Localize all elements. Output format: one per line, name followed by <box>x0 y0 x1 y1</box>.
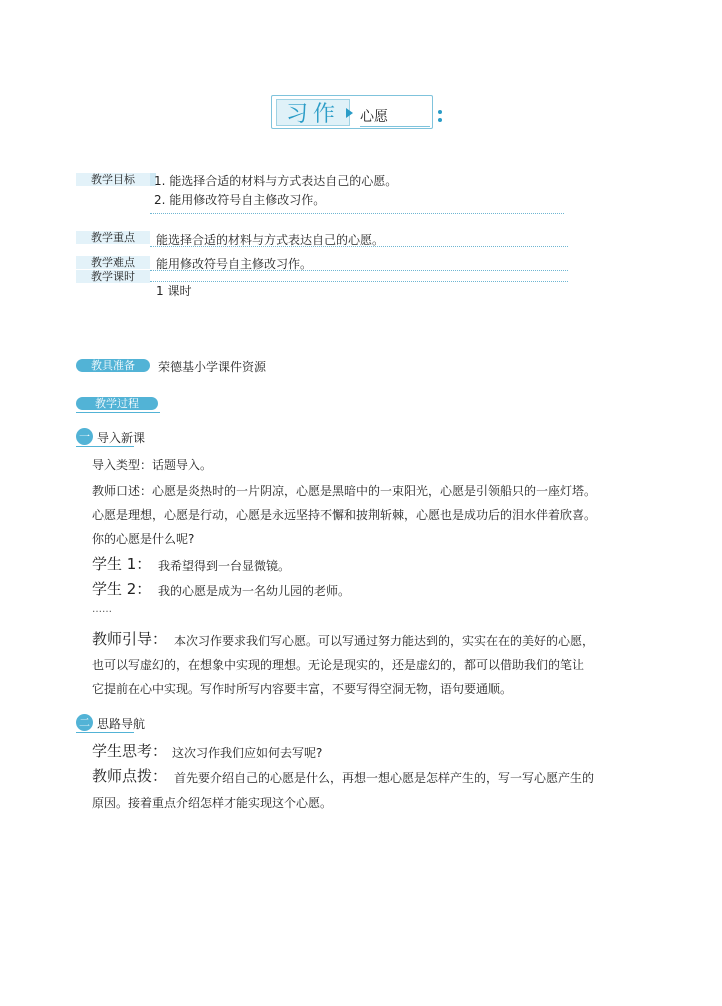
difficulty-divider <box>150 270 568 271</box>
teacher-guide-label: 教师引导： <box>92 630 168 648</box>
section-2-number: 二 <box>76 714 93 731</box>
student-1-label: 学生 1： <box>92 555 152 573</box>
teacher-line-2: 心愿是理想，心愿是行动，心愿是永远坚持不懈和披荆斩棘，心愿也是成功后的泪水伴着欣喜。 <box>92 508 597 522</box>
student-think-label: 学生思考： <box>92 742 168 760</box>
triangle-arrow-icon <box>346 108 353 118</box>
section-1-title: 导入新课 <box>97 431 146 445</box>
hours-label: 教学课时 <box>76 270 150 283</box>
section-2-underline <box>76 732 134 733</box>
prep-text: 荣德基小学课件资源 <box>158 360 267 374</box>
ellipsis: …… <box>92 604 112 615</box>
colon-dots-icon <box>438 110 443 126</box>
prep-label: 教具准备 <box>76 359 150 372</box>
teacher-tip-label: 教师点拨： <box>92 767 168 785</box>
process-label: 教学过程 <box>76 397 158 410</box>
focus-text: 能选择合适的材料与方式表达自己的心愿。 <box>156 233 385 247</box>
focus-divider <box>150 246 568 247</box>
difficulty-label: 教学难点 <box>76 256 150 269</box>
teacher-tip-line-2: 原因。接着重点介绍怎样才能实现这个心愿。 <box>92 796 333 810</box>
student-2-text: 我的心愿是成为一名幼儿园的老师。 <box>158 584 351 598</box>
difficulty-text: 能用修改符号自主修改习作。 <box>156 257 313 271</box>
goal-item-2: 2. 能用修改符号自主修改习作。 <box>154 193 326 207</box>
student-2-label: 学生 2： <box>92 580 152 598</box>
hours-divider <box>150 281 568 282</box>
lesson-subtitle: 心愿 <box>360 109 388 125</box>
subtitle-underline <box>360 126 430 127</box>
goals-divider <box>150 213 564 214</box>
student-think-text: 这次习作我们应如何去写呢? <box>172 746 323 760</box>
teacher-line-3: 你的心愿是什么呢? <box>92 532 195 546</box>
process-underline <box>76 412 160 413</box>
section-1-underline <box>76 446 134 447</box>
student-1-text: 我希望得到一台显微镜。 <box>158 559 291 573</box>
teacher-guide-line-1: 本次习作要求我们写心愿。可以写通过努力能达到的，实实在在的美好的心愿， <box>174 634 595 648</box>
lesson-title: 习作 <box>286 102 341 127</box>
teacher-guide-line-3: 它提前在心中实现。写作时所写内容要丰富，不要写得空洞无物，语句要通顺。 <box>92 682 513 696</box>
section-2-title: 思路导航 <box>97 717 146 731</box>
section-1-number: 一 <box>76 428 93 445</box>
intro-type: 导入类型：话题导入。 <box>92 458 213 472</box>
hours-text: 1 课时 <box>156 284 192 298</box>
teacher-tip-line-1: 首先要介绍自己的心愿是什么，再想一想心愿是怎样产生的，写一写心愿产生的 <box>174 771 595 785</box>
goals-label: 教学目标 <box>76 173 150 186</box>
goal-item-1: 1. 能选择合适的材料与方式表达自己的心愿。 <box>154 174 398 188</box>
teacher-line-1: 教师口述：心愿是炎热时的一片阴凉，心愿是黑暗中的一束阳光，心愿是引领船只的一座灯塔。 <box>92 484 597 498</box>
focus-label: 教学重点 <box>76 231 150 244</box>
teacher-guide-line-2: 也可以写虚幻的，在想象中实现的理想。无论是现实的，还是虚幻的，都可以借助我们的笔让 <box>92 658 585 672</box>
